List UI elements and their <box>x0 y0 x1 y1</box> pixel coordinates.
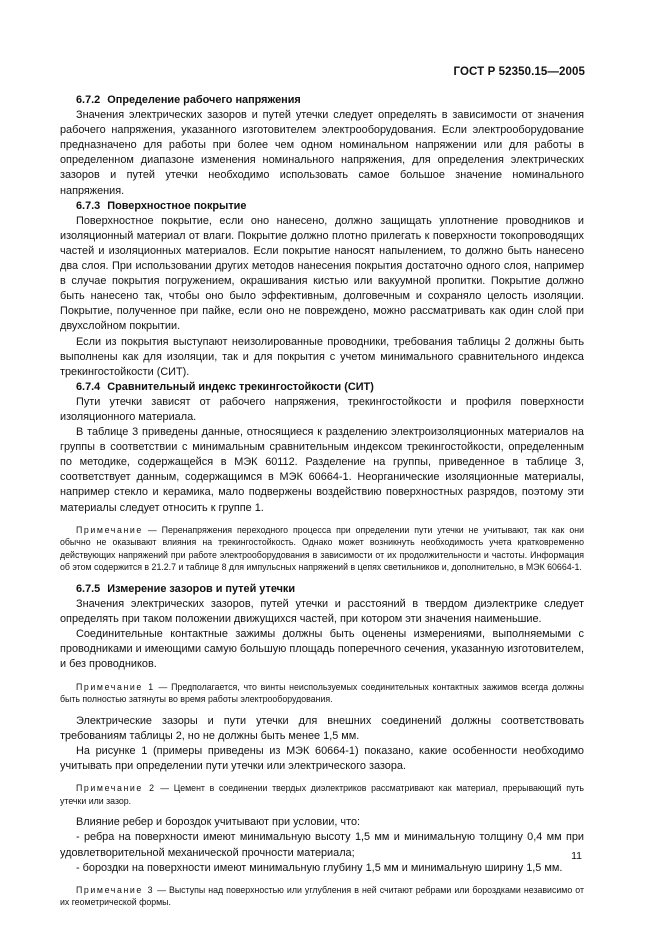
spacer <box>60 706 584 714</box>
section-number: 6.7.4 <box>76 380 101 393</box>
section-title: Поверхностное покрытие <box>107 199 247 212</box>
section-number: 6.7.3 <box>76 199 101 212</box>
standard-id: ГОСТ Р 52350.15—2005 <box>453 66 585 78</box>
note-label: Примечание 1 <box>76 681 155 692</box>
paragraph: Значения электрических зазоров и путей утечки следует определять в зависимости от значения рабочего напряжения, указанного изготовителем электрооборудования. Если электрооборудование предназначено для работы при более чем одном номинальном напряжении или для работы в определенном диапазоне изменения номинального напряжения, для определения электрических зазоров и путей утечки необходимо использовать самое большое значение номинального напряжения. <box>60 109 584 197</box>
spacer <box>60 516 584 524</box>
list-item: - бороздки на поверхности имеют минимальную глубину 1,5 мм и минимальную ширину 1,5 мм. <box>76 861 563 874</box>
spacer <box>60 774 584 782</box>
section-heading-6-7-4 <box>60 380 584 395</box>
note <box>60 884 584 909</box>
paragraph: Влияние ребер и бороздок учитывают при условии, что: <box>76 816 361 829</box>
section-heading-6-7-5 <box>60 582 584 597</box>
section-title: Сравнительный индекс трекингостойкости (СИТ) <box>107 380 374 393</box>
note-label: Примечание 3 <box>76 884 155 895</box>
section-heading-6-7-3 <box>60 199 584 214</box>
spacer <box>60 807 584 815</box>
paragraph: Поверхностное покрытие, если оно нанесено, должно защищать уплотнение проводников и изоляционный материал от влаги. Покрытие должно плотно прилегать к поверхности токопроводящих частей и изоляционных материалов. Если покрытие наносят напылением, то должно быть нанесено два слоя. При использовании других методов нанесения покрытия достаточно одного слоя, например в случае покрытия погружением, окрашивания кистью или вакуумной пропитки. Покрытие должно быть нанесено так, чтобы оно было эффективным, долговечным и сохраняло целость изоляции. Покрытие, полученное при пайке, если оно не повреждено, можно рассматривать как один слой при двухслойном покрытии. <box>60 214 584 333</box>
page-content <box>60 93 584 909</box>
section-heading-6-7-2 <box>60 93 584 108</box>
page-number: 11 <box>571 850 582 862</box>
paragraph: Если из покрытия выступают неизолированные проводники, требования таблицы 2 должны быть выполнены как для изоляции, так и для покрытия с учетом минимального сравнительного индекса трекингостойкости (СИТ). <box>60 335 584 378</box>
list-item: - ребра на поверхности имеют минимальную высоту 1,5 мм и минимальную толщину 0,4 мм при удовлетворительной механической прочности материала; <box>60 831 584 859</box>
note <box>60 681 584 706</box>
note-label: Примечание 2 <box>76 783 156 794</box>
note-text: — Предполагается, что винты неиспользуемых соединительных контактных зажимов всегда должны быть полностью затянуты во время работы электрооборудования. <box>60 681 584 705</box>
paragraph: Значения электрических зазоров, путей утечки и расстояний в твердом диэлектрике следует определять при таком положении движущихся частей, при котором эти значения наименьшие. <box>60 598 584 626</box>
note <box>60 524 584 574</box>
paragraph: Пути утечки зависят от рабочего напряжения, трекингостойкости и профиля поверхности изоляционного материала. <box>60 395 584 423</box>
paragraph: Электрические зазоры и пути утечки для внешних соединений должны соответствовать требованиям таблицы 2, но не должны быть менее 1,5 мм. <box>60 714 584 742</box>
spacer <box>60 574 584 582</box>
section-number: 6.7.5 <box>76 583 101 595</box>
section-title: Измерение зазоров и путей утечки <box>107 583 296 595</box>
note-text: — Цемент в соединении твердых диэлектриков рассматривают как материал, прерывающий путь утечки или зазор. <box>60 783 584 806</box>
paragraph: В таблице 3 приведены данные, относящиеся к разделению электроизоляционных материалов на группы в соответствии с минимальным сравнительным индексом трекингостойкости, определенным по методике, содержащейся в МЭК 60112. Разделение на группы, приведенное в таблице 3, соответствует данным, содержащимся в МЭК 60664-1. Неорганические изоляционные материалы, например стекло и керамика, мало подвержены воздействию поверхностных разрядов, поэтому эти материалы следует относить к группе 1. <box>60 426 584 514</box>
paragraph: На рисунке 1 (примеры приведены из МЭК 60664-1) показано, какие особенности необходимо учитывать при определении пути утечки или электрического зазора. <box>60 744 584 773</box>
note <box>60 782 584 807</box>
section-number: 6.7.2 <box>76 94 101 106</box>
note-label: Примечание <box>76 524 143 535</box>
note-text: — Выступы над поверхностью или углубления в ней считают ребрами или бороздками независимо от их геометрической формы. <box>60 884 584 908</box>
spacer <box>60 876 584 884</box>
spacer <box>60 673 584 681</box>
section-title: Определение рабочего напряжения <box>107 94 301 106</box>
note-text: — Перенапряжения переходного процесса при определении пути утечки не учитывают, так как они обычно не оказывают влияния на трекингостойкость. Однако может возникнуть необходимость учета кратковременно действующих напряжений при работе электрооборудования в зависимости от их продолжительности и частоты. Информация об этом содержится в 21.2.7 и таблице 8 для импульсных напряжений в цепях светильников и, дополнительно, в МЭК 60664-1. <box>60 524 584 573</box>
paragraph: Соединительные контактные зажимы должны быть оценены измерениями, выполняемыми с проводниками и имеющими самую большую площадь поперечного сечения, указанную изготовителем, и без проводников. <box>60 628 585 671</box>
